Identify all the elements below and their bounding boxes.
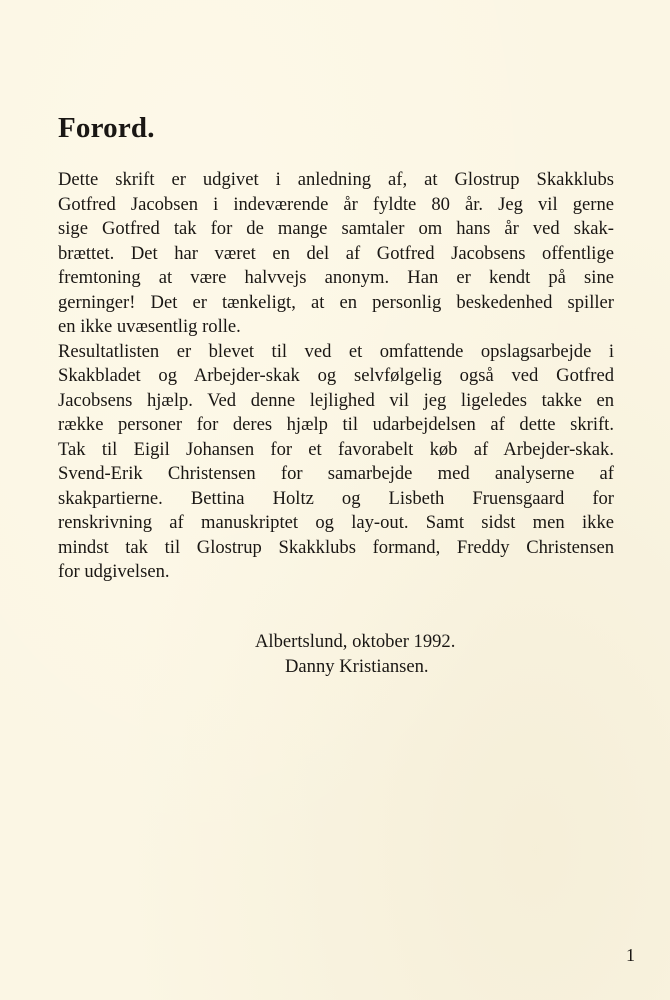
text-line: række personer for deres hjælp til udarbejdelsen af dette skrift. <box>58 414 614 435</box>
text-line: Resultatlisten er blevet til ved et omfattende opslagsarbejde i <box>58 340 614 362</box>
text-line: en ikke uvæsentlig rolle. <box>58 316 241 337</box>
text-line: fremtoning at være halvvejs anonym. Han er kendt på sine <box>58 267 614 288</box>
paragraph-2 <box>58 340 614 585</box>
text-line: mindst tak til Glostrup Skakklubs formand, Freddy Christensen <box>58 536 614 558</box>
text-line: Tak til Eigil Johansen for et favorabelt køb af Arbejder-skak. <box>58 438 614 460</box>
text-line: Skakbladet og Arbejder-skak og selvfølgelig også ved Gotfred <box>58 365 614 386</box>
page-title: Forord. <box>58 112 155 144</box>
text-line: brættet. Det har været en del af Gotfred Jacobsens offentlige <box>58 242 614 264</box>
author-name: Danny Kristiansen. <box>285 655 429 677</box>
place-date: Albertslund, oktober 1992. <box>255 631 456 652</box>
foreword-body <box>58 168 614 585</box>
text-line: skakpartierne. Bettina Holtz og Lisbeth Fruensgaard for <box>58 487 614 509</box>
text-line: for udgivelsen. <box>58 561 170 582</box>
text-line: Jacobsens hjælp. Ved denne lejlighed vil jeg ligeledes takke en <box>58 389 614 411</box>
signature-block <box>255 630 455 679</box>
text-line: renskrivning af manuskriptet og lay-out. Samt sidst men ikke <box>58 512 614 533</box>
paragraph-1 <box>58 168 614 340</box>
text-line: Dette skrift er udgivet i anledning af, at Glostrup Skakklubs <box>58 169 614 190</box>
text-line: sige Gotfred tak for de mange samtaler om hans år ved skak- <box>58 218 614 239</box>
text-line: Svend-Erik Christensen for samarbejde med analyserne af <box>58 463 614 484</box>
page-number: 1 <box>626 945 635 965</box>
text-line: gerninger! Det er tænkeligt, at en personlig beskedenhed spiller <box>58 291 614 313</box>
text-line: Gotfred Jacobsen i indeværende år fyldte 80 år. Jeg vil gerne <box>58 193 614 215</box>
